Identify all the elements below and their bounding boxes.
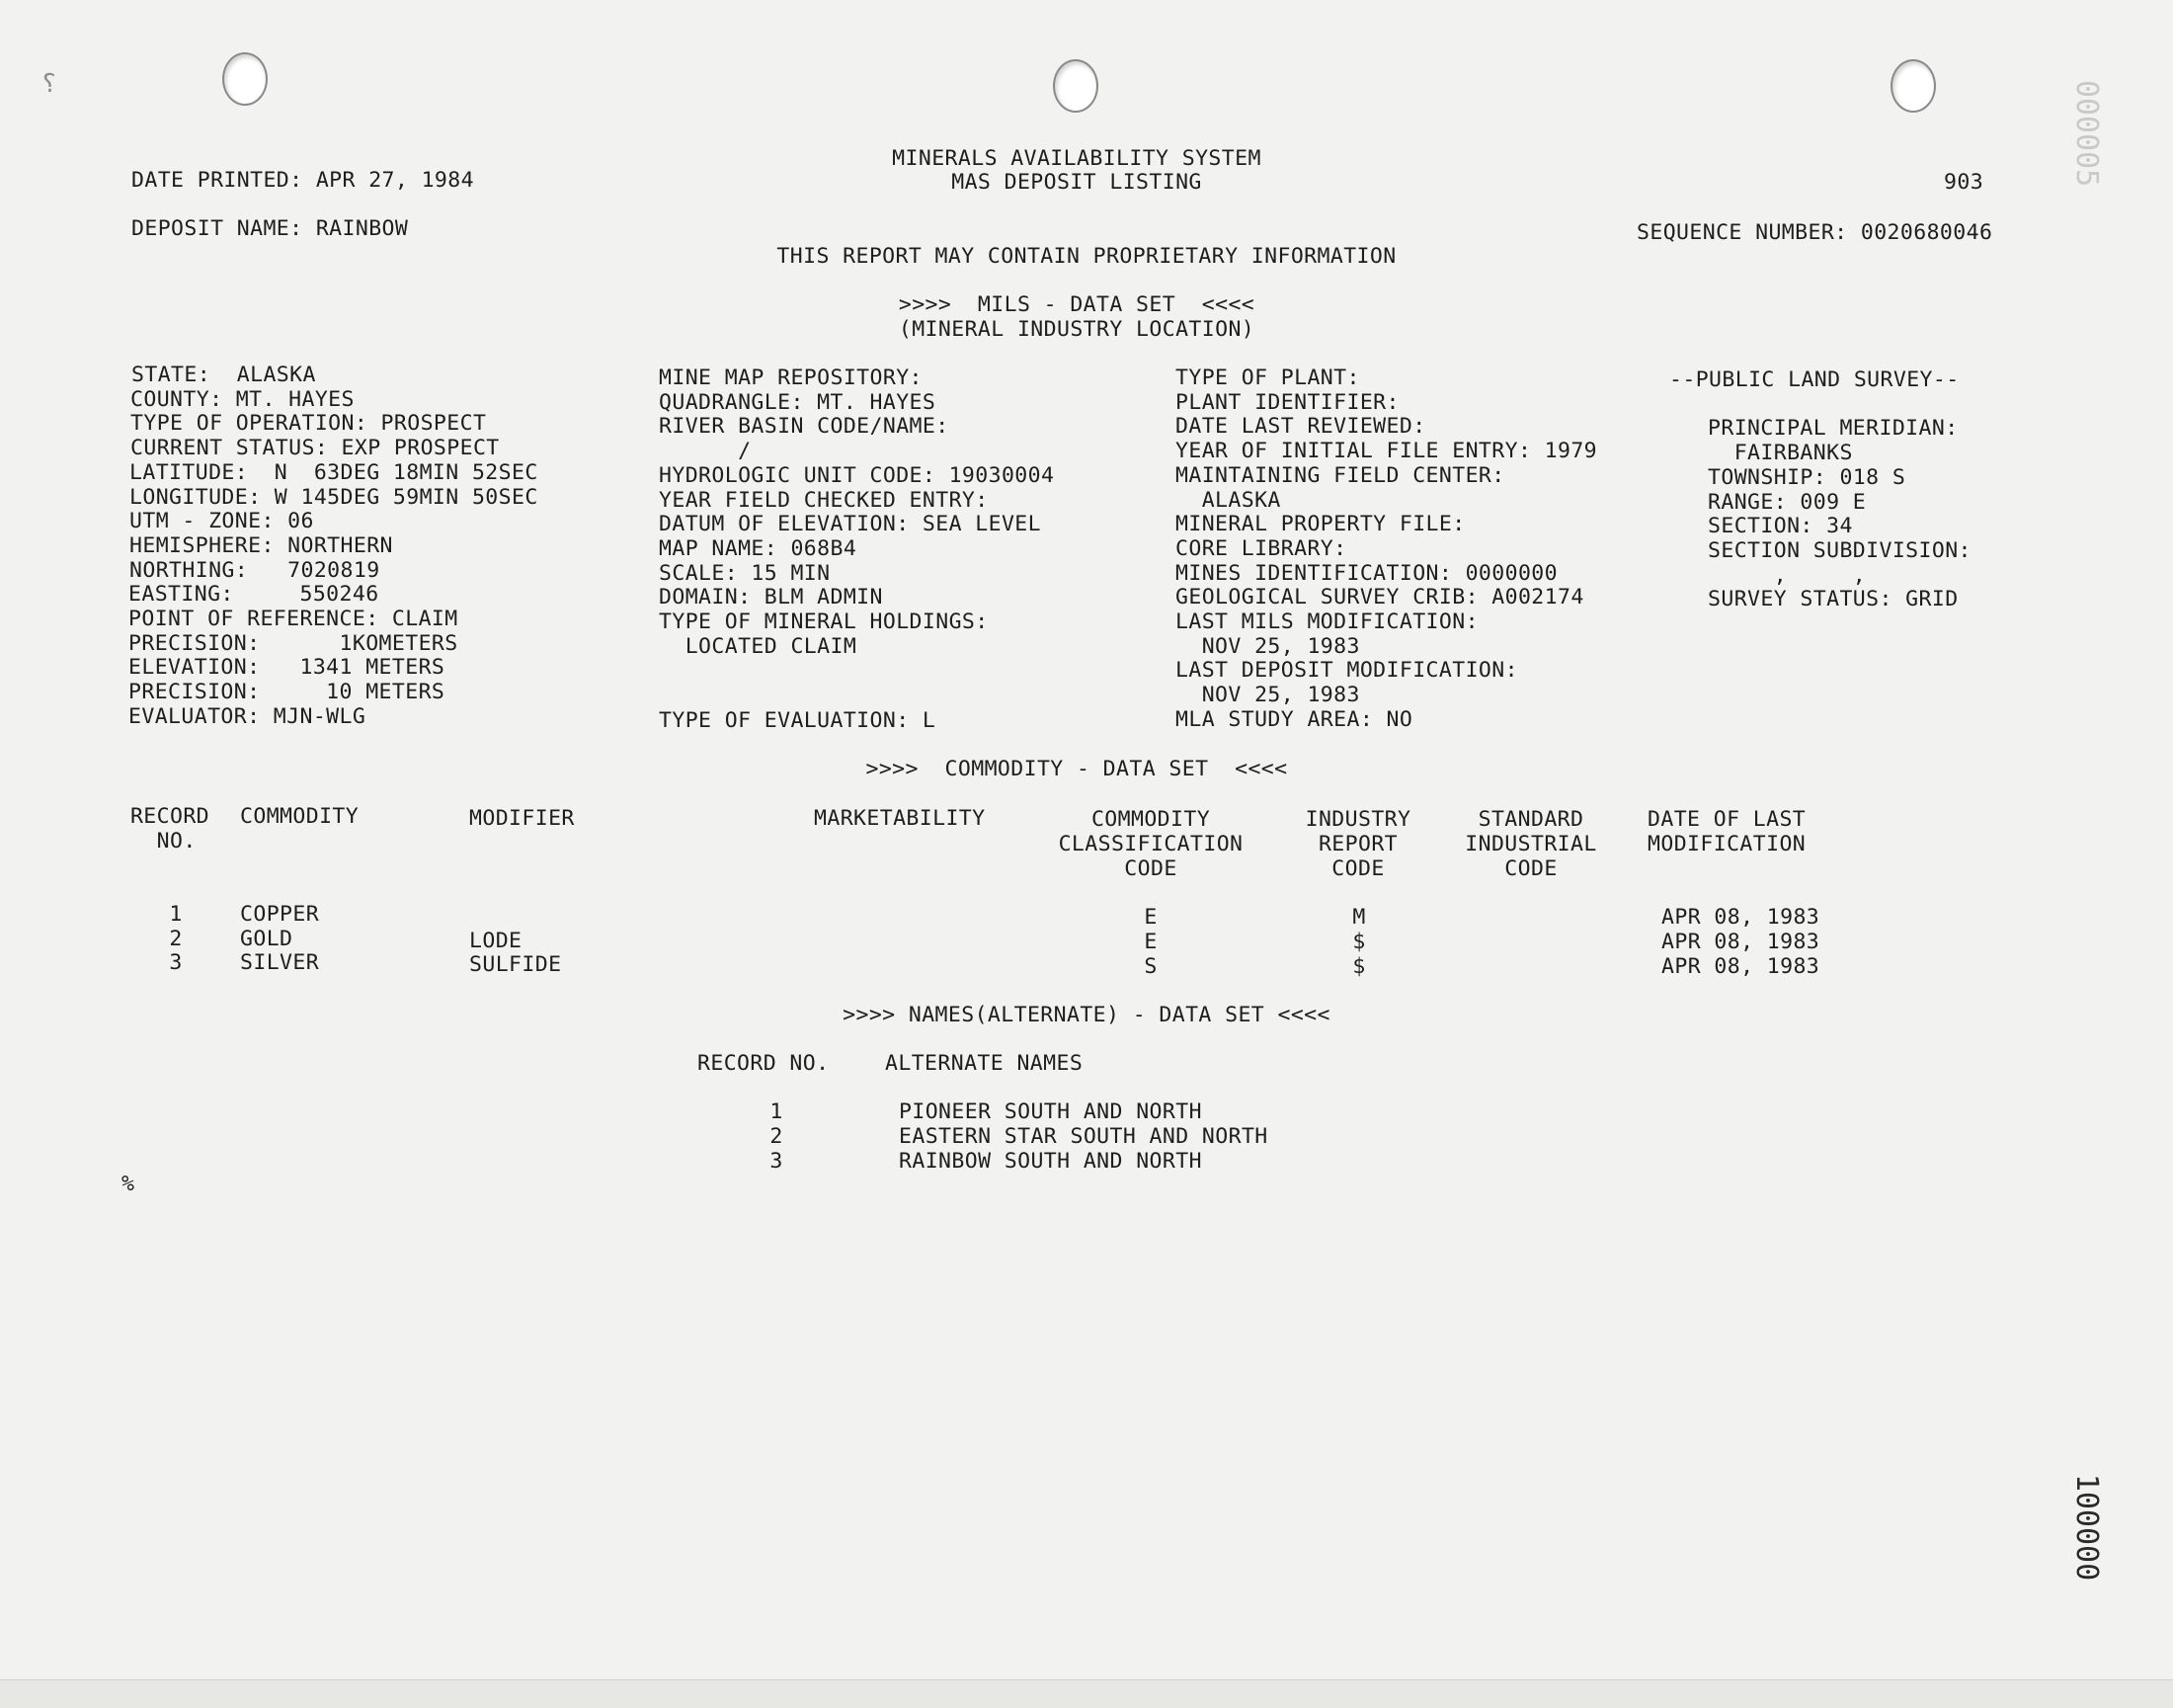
- section: SECTION: 34: [1708, 514, 1853, 538]
- public-land-survey-heading: --PUBLIC LAND SURVEY--: [1669, 367, 1960, 392]
- commodity: COPPER: [240, 902, 320, 927]
- deposit-name: DEPOSIT NAME: RAINBOW: [131, 216, 409, 241]
- col-header-industry-report: INDUSTRY REPORT CODE: [1305, 807, 1411, 881]
- mils-field: MINES IDENTIFICATION: 0000000: [1175, 560, 1558, 586]
- names-header-record-no: RECORD NO.: [697, 1051, 830, 1076]
- mils-field: NORTHING: 7020819: [129, 557, 380, 583]
- mils-field: MAINTAINING FIELD CENTER:: [1175, 462, 1505, 488]
- mils-field: TYPE OF MINERAL HOLDINGS:: [659, 610, 989, 634]
- col-header-record-no: RECORD NO.: [129, 804, 210, 854]
- mils-field: RIVER BASIN CODE/NAME:: [659, 414, 949, 440]
- mils-field: PRECISION: 10 METERS: [128, 680, 445, 705]
- end-of-record-mark: %: [121, 1172, 135, 1196]
- mils-field: LAST DEPOSIT MODIFICATION:: [1175, 658, 1518, 684]
- col-header-classification: COMMODITY CLASSIFICATION CODE: [1058, 807, 1244, 881]
- mils-field: MLA STUDY AREA: NO: [1175, 706, 1413, 732]
- last-modification-date: APR 08, 1983: [1661, 905, 1820, 930]
- last-modification-date: APR 08, 1983: [1661, 954, 1820, 979]
- bottom-edge-stamp: 100000: [2069, 1473, 2105, 1582]
- mils-field: CORE LIBRARY:: [1175, 535, 1347, 561]
- system-title: MINERALS AVAILABILITY SYSTEM: [892, 146, 1261, 171]
- mils-field: YEAR OF INITIAL FILE ENTRY: 1979: [1175, 439, 1598, 464]
- mils-field: GEOLOGICAL SURVEY CRIB: A002174: [1175, 585, 1584, 610]
- mils-field: HEMISPHERE: NORTHERN: [129, 532, 393, 558]
- alternate-name: PIONEER SOUTH AND NORTH: [899, 1099, 1202, 1124]
- mils-field: POINT OF REFERENCE: CLAIM: [128, 607, 458, 631]
- commodity: GOLD: [240, 927, 293, 951]
- col-header-standard-industrial: STANDARD INDUSTRIAL CODE: [1465, 807, 1597, 881]
- page-bottom-edge: [0, 1679, 2173, 1708]
- alternate-name: EASTERN STAR SOUTH AND NORTH: [899, 1124, 1268, 1149]
- corner-smudge-icon: ⸮: [41, 69, 57, 99]
- last-modification-date: APR 08, 1983: [1661, 930, 1820, 954]
- mils-field: UTM - ZONE: 06: [129, 509, 314, 534]
- section-subdivision-value: , ,: [1708, 563, 1867, 588]
- type-of-evaluation: TYPE OF EVALUATION: L: [659, 708, 936, 733]
- section-subdivision-label: SECTION SUBDIVISION:: [1708, 538, 1972, 563]
- mils-field: SCALE: 15 MIN: [659, 560, 831, 586]
- binder-hole-right: [1891, 59, 1936, 113]
- mils-field: EASTING: 550246: [128, 582, 379, 608]
- record-no: 3: [169, 950, 183, 975]
- classification-code: E: [1144, 905, 1158, 930]
- record-no: 3: [769, 1149, 783, 1174]
- modifier: LODE: [469, 929, 523, 953]
- township: TOWNSHIP: 018 S: [1708, 465, 1906, 490]
- col-header-last-modification: DATE OF LAST MODIFICATION: [1648, 807, 1807, 856]
- commodity: SILVER: [240, 950, 320, 975]
- mils-field: MINERAL PROPERTY FILE:: [1175, 512, 1466, 537]
- mils-field: COUNTY: MT. HAYES: [130, 386, 355, 412]
- mils-field: LONGITUDE: W 145DEG 59MIN 50SEC: [129, 484, 538, 510]
- alternate-name: RAINBOW SOUTH AND NORTH: [899, 1149, 1202, 1174]
- mils-field: NOV 25, 1983: [1175, 683, 1360, 708]
- mils-field: /: [659, 439, 752, 464]
- names-header-alternate-names: ALTERNATE NAMES: [885, 1051, 1084, 1076]
- mils-field: YEAR FIELD CHECKED ENTRY:: [659, 487, 989, 513]
- mils-field: EVALUATOR: MJN-WLG: [128, 703, 366, 729]
- mils-field: CURRENT STATUS: EXP PROSPECT: [130, 436, 500, 461]
- col-header-marketability: MARKETABILITY: [814, 806, 986, 831]
- mils-subheading: (MINERAL INDUSTRY LOCATION): [898, 317, 1255, 342]
- classification-code: E: [1144, 930, 1158, 954]
- mils-field: LAST MILS MODIFICATION:: [1175, 610, 1479, 634]
- col-header-modifier: MODIFIER: [469, 806, 575, 831]
- mils-field: LOCATED CLAIM: [659, 633, 857, 659]
- principal-meridian-label: PRINCIPAL MERIDIAN:: [1708, 416, 1959, 441]
- mils-field: STATE: ALASKA: [131, 363, 316, 387]
- industry-report-code: $: [1352, 954, 1366, 979]
- classification-code: S: [1144, 954, 1158, 979]
- mils-field: HYDROLOGIC UNIT CODE: 19030004: [659, 462, 1055, 488]
- mils-field: QUADRANGLE: MT. HAYES: [659, 389, 936, 415]
- proprietary-notice: THIS REPORT MAY CONTAIN PROPRIETARY INFORMATION: [776, 244, 1397, 269]
- mils-field: TYPE OF PLANT:: [1175, 366, 1360, 390]
- binder-hole-left: [222, 52, 268, 106]
- record-no: 2: [769, 1124, 783, 1149]
- modifier: SULFIDE: [469, 952, 562, 977]
- mils-field: PRECISION: 1KOMETERS: [128, 630, 458, 656]
- industry-report-code: $: [1352, 930, 1366, 954]
- sequence-number: SEQUENCE NUMBER: 0020680046: [1637, 220, 1993, 245]
- top-edge-stamp: 000005: [2069, 79, 2105, 188]
- date-printed: DATE PRINTED: APR 27, 1984: [131, 168, 474, 193]
- record-no: 2: [169, 927, 183, 951]
- range: RANGE: 009 E: [1708, 490, 1867, 515]
- mils-field: ALASKA: [1175, 487, 1281, 513]
- mils-field: MINE MAP REPOSITORY:: [659, 366, 923, 390]
- mils-field: DOMAIN: BLM ADMIN: [659, 585, 883, 610]
- commodity-heading: >>>> COMMODITY - DATA SET <<<<: [865, 757, 1288, 781]
- mils-field: NOV 25, 1983: [1175, 633, 1360, 659]
- mils-field: ELEVATION: 1341 METERS: [128, 655, 445, 681]
- mils-field: TYPE OF OPERATION: PROSPECT: [130, 411, 487, 437]
- col-header-commodity: COMMODITY: [240, 804, 360, 829]
- survey-status: SURVEY STATUS: GRID: [1708, 587, 1959, 611]
- mils-field: MAP NAME: 068B4: [659, 535, 857, 561]
- record-no: 1: [169, 902, 183, 927]
- mils-field: PLANT IDENTIFIER:: [1175, 389, 1400, 415]
- mils-field: DATUM OF ELEVATION: SEA LEVEL: [659, 512, 1041, 537]
- names-heading: >>>> NAMES(ALTERNATE) - DATA SET <<<<: [843, 1003, 1330, 1027]
- principal-meridian-value: FAIRBANKS: [1708, 441, 1853, 465]
- mils-heading: >>>> MILS - DATA SET <<<<: [898, 292, 1255, 317]
- mils-field: DATE LAST REVIEWED:: [1175, 414, 1426, 440]
- record-no: 1: [769, 1099, 783, 1124]
- industry-report-code: M: [1352, 905, 1366, 930]
- mils-field: LATITUDE: N 63DEG 18MIN 52SEC: [129, 459, 538, 485]
- page-number: 903: [1944, 170, 1984, 195]
- binder-hole-center: [1053, 59, 1098, 113]
- listing-title: MAS DEPOSIT LISTING: [951, 170, 1202, 195]
